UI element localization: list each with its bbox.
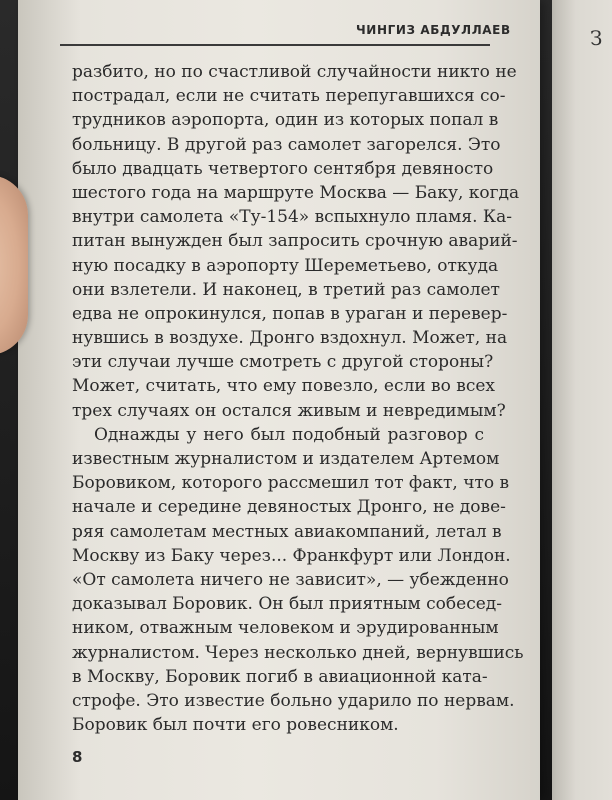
thumb-holding-page [0, 175, 28, 355]
running-head-author: ЧИНГИЗ АБДУЛЛАЕВ [356, 23, 511, 37]
text-line: шестого года на маршруте Москва — Баку, когда [72, 182, 520, 203]
text-line: они взлетели. И наконец, в третий раз самолет [72, 279, 500, 300]
text-line: Боровик был почти его ровесником. [72, 715, 399, 736]
paragraph-2 [72, 423, 524, 737]
text-line: «От самолета ничего не зависит», — убежденно [72, 569, 509, 590]
text-line: Однажды у него был подобный разговор с [94, 424, 484, 445]
text-line: внутри самолета «Ту-154» вспыхнуло пламя. Ка- [72, 207, 512, 228]
text-line: было двадцать четвертого сентября девяносто [72, 158, 494, 179]
text-line: трех случаях он остался живым и невредимым? [72, 400, 506, 421]
text-line: начале и середине девяностых Дронго, не дове- [72, 497, 506, 518]
text-line: питан вынужден был запросить срочную аварий- [72, 231, 518, 252]
text-line: больницу. В другой раз самолет загорелся. Это [72, 134, 501, 155]
page-body-text [72, 60, 524, 737]
adjacent-page-glyph: З [590, 26, 603, 50]
paragraph-1 [72, 60, 520, 423]
text-line: Боровиком, которого рассмешил тот факт, что в [72, 473, 510, 494]
text-line: известным журналистом и издателем Артемом [72, 449, 500, 469]
text-line: в Москву, Боровик погиб в авиационной ката- [72, 666, 488, 687]
text-line: Может, считать, что ему повезло, если во всех [72, 376, 495, 397]
text-line: ряя самолетам местных авиакомпаний, летал в [72, 521, 502, 542]
text-line: пострадал, если не считать перепугавшихся со- [72, 86, 506, 107]
text-line: эти случаи лучше смотреть с другой стороны? [72, 352, 494, 373]
text-line: доказывал Боровик. Он был приятным собесед- [72, 594, 502, 615]
text-line: нувшись в воздухе. Дронго вздохнул. Может, на [72, 328, 508, 349]
text-line: ником, отважным человеком и эрудированным [72, 618, 499, 639]
adjacent-page-edge [552, 0, 612, 800]
text-line: едва не опрокинулся, попав в ураган и перевер- [72, 303, 508, 324]
text-line: журналистом. Через несколько дней, вернувшись [72, 642, 524, 663]
text-line: разбито, но по счастливой случайности никто не [72, 62, 517, 82]
page-number: 8 [72, 748, 83, 766]
text-line: трудников аэропорта, один из которых попал в [72, 110, 499, 131]
header-rule [60, 44, 490, 46]
text-line: Москву из Баку через... Франкфурт или Лондон. [72, 545, 511, 566]
text-line: строфе. Это известие больно ударило по нервам. [72, 690, 515, 711]
text-line: ную посадку в аэропорту Шереметьево, откуда [72, 255, 499, 276]
